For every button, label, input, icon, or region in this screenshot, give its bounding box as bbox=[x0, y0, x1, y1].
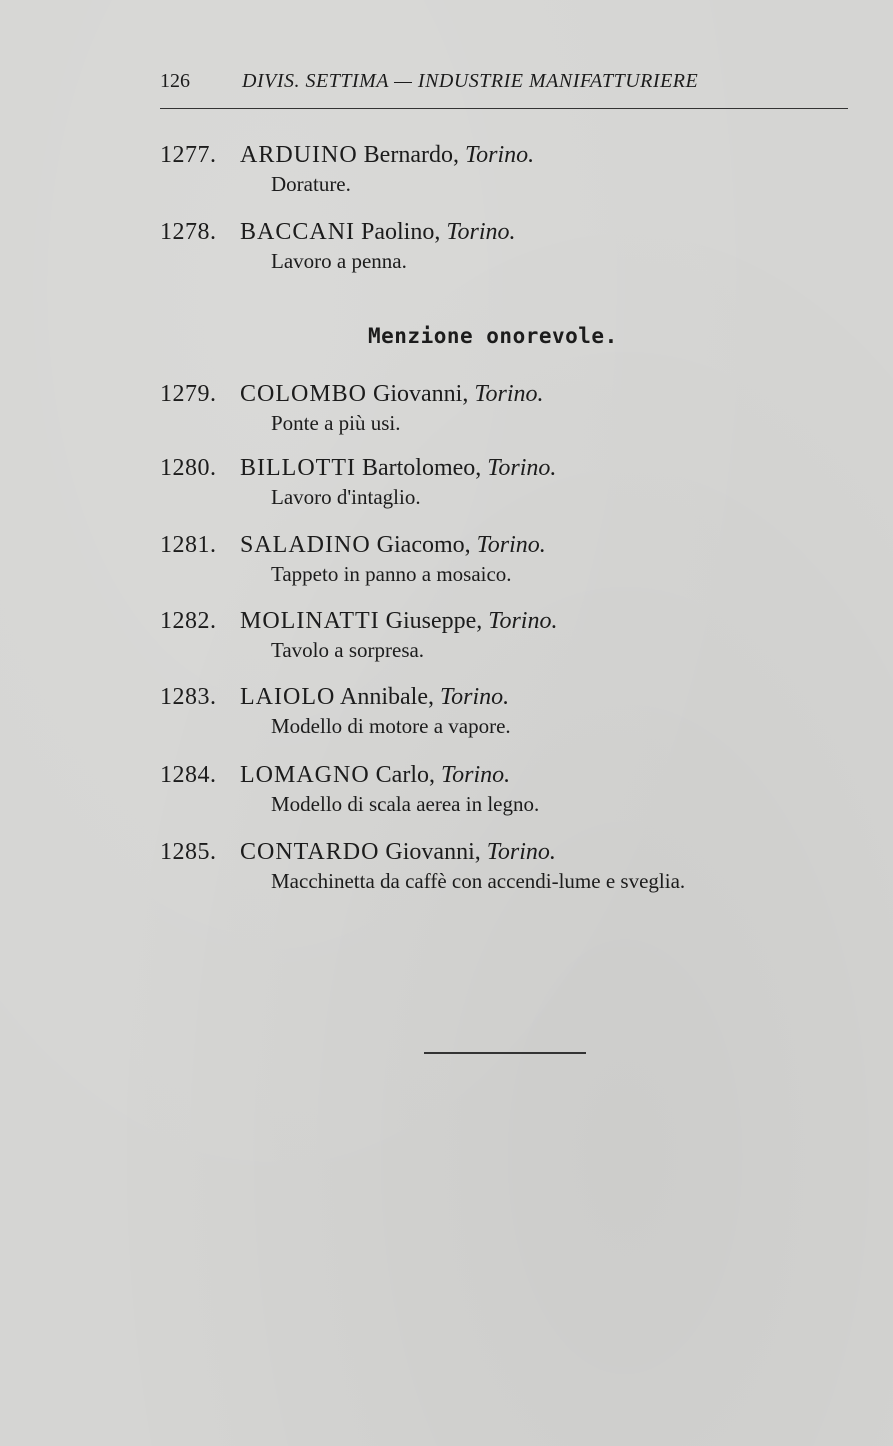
entry-given-name: Carlo, bbox=[375, 762, 435, 788]
entry-given-name: Giovanni, bbox=[385, 839, 481, 865]
entry-heading bbox=[160, 530, 800, 560]
entry-1277 bbox=[160, 140, 800, 198]
entry-heading bbox=[160, 606, 800, 636]
entry-surname: COLOMBO bbox=[240, 381, 368, 407]
entry-number: 1282. bbox=[160, 608, 217, 634]
entry-description: Dorature. bbox=[271, 172, 351, 196]
page-number: 126 bbox=[160, 70, 190, 92]
entry-description: Lavoro d'intaglio. bbox=[271, 485, 421, 509]
entry-1278 bbox=[160, 217, 800, 275]
entry-description: Tappeto in panno a mosaico. bbox=[271, 562, 512, 586]
header-rule bbox=[160, 108, 848, 109]
section-heading: Menzione onorevole. bbox=[368, 324, 618, 348]
entry-1283 bbox=[160, 682, 800, 740]
running-title: DIVIS. SETTIMA — INDUSTRIE MANIFATTURIERE bbox=[242, 70, 699, 92]
entry-heading bbox=[160, 379, 800, 409]
entry-1282 bbox=[160, 606, 800, 664]
entry-description: Modello di motore a vapore. bbox=[271, 714, 511, 738]
entry-city: Torino. bbox=[474, 381, 544, 407]
entry-given-name: Bernardo, bbox=[363, 142, 459, 168]
entry-number: 1278. bbox=[160, 219, 217, 245]
entry-number: 1280. bbox=[160, 455, 217, 481]
entry-surname: BILLOTTI bbox=[240, 455, 356, 481]
entry-heading bbox=[160, 760, 800, 790]
entry-heading bbox=[160, 140, 800, 170]
entry-description: Macchinetta da caffè con accendi-lume e sveglia. bbox=[271, 869, 686, 893]
entry-1285 bbox=[160, 837, 800, 895]
entry-1280 bbox=[160, 453, 800, 511]
entry-given-name: Giuseppe, bbox=[385, 608, 483, 634]
entry-description: Lavoro a penna. bbox=[271, 249, 407, 273]
entry-heading bbox=[160, 217, 800, 247]
entry-number: 1283. bbox=[160, 684, 217, 710]
entry-surname: MOLINATTI bbox=[240, 608, 380, 634]
entry-description: Modello di scala aerea in legno. bbox=[271, 792, 540, 816]
end-rule bbox=[424, 1052, 586, 1054]
entry-city: Torino. bbox=[441, 762, 511, 788]
entry-1279 bbox=[160, 379, 800, 437]
entry-city: Torino. bbox=[476, 532, 546, 558]
entry-city: Torino. bbox=[446, 219, 516, 245]
entry-city: Torino. bbox=[486, 839, 556, 865]
entry-city: Torino. bbox=[439, 684, 510, 710]
entry-city: Torino. bbox=[488, 608, 558, 634]
entry-number: 1284. bbox=[160, 762, 217, 788]
entry-surname: LAIOLO bbox=[240, 684, 336, 710]
entry-number: 1285. bbox=[160, 839, 217, 865]
entry-number: 1279. bbox=[160, 381, 217, 407]
entry-given-name: Giacomo, bbox=[376, 532, 471, 558]
entry-heading bbox=[160, 837, 800, 867]
entry-surname: LOMAGNO bbox=[240, 762, 370, 788]
page-header bbox=[160, 70, 846, 100]
entry-surname: BACCANI bbox=[240, 219, 356, 245]
entry-given-name: Paolino, bbox=[361, 219, 441, 245]
entry-city: Torino. bbox=[487, 455, 557, 481]
entry-given-name: Giovanni, bbox=[373, 381, 469, 407]
entry-heading bbox=[160, 453, 800, 483]
entry-heading bbox=[160, 682, 800, 712]
entry-given-name: Annibale, bbox=[340, 684, 434, 710]
entry-surname: ARDUINO bbox=[240, 142, 358, 168]
entry-number: 1277. bbox=[160, 142, 217, 168]
entry-surname: CONTARDO bbox=[240, 839, 380, 865]
entry-surname: SALADINO bbox=[240, 532, 371, 558]
entry-given-name: Bartolomeo, bbox=[361, 455, 482, 481]
entry-city: Torino. bbox=[464, 142, 535, 168]
entry-1284 bbox=[160, 760, 800, 818]
entry-description: Tavolo a sorpresa. bbox=[271, 638, 425, 662]
entry-1281 bbox=[160, 530, 800, 588]
entry-number: 1281. bbox=[160, 532, 217, 558]
entry-description: Ponte a più usi. bbox=[271, 411, 401, 435]
